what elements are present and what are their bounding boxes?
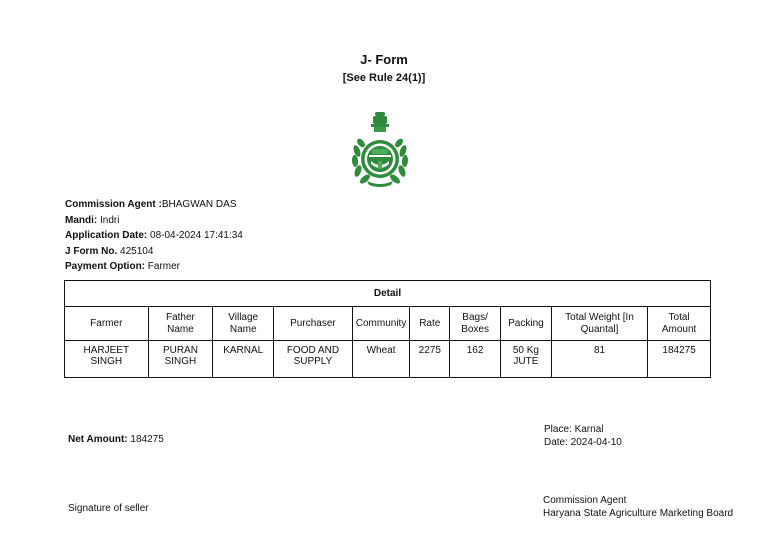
jform-no-label: J Form No. — [65, 245, 118, 257]
application-date-row — [65, 228, 243, 244]
payment-option-value: Farmer — [145, 261, 181, 273]
table-caption: Detail — [65, 281, 711, 307]
table-cell — [551, 341, 647, 378]
table-cell — [648, 341, 711, 378]
form-info-block — [65, 197, 243, 275]
table-cell-text: KARNAL — [223, 345, 264, 356]
detail-table — [64, 280, 711, 378]
haryana-state-emblem-icon — [349, 109, 411, 187]
table-header-text: Bags/ — [462, 311, 488, 323]
table-cell-text: SUPPLY — [293, 356, 333, 367]
commission-agent-value: BHAGWAN DAS — [161, 199, 237, 210]
table-header-text: Father Name — [165, 311, 195, 335]
table-cell-text: HARJEET — [83, 345, 130, 356]
application-date-value: 08-04-2024 17:41:34 — [147, 230, 243, 242]
table-cell — [274, 341, 353, 378]
table-header-row — [65, 307, 711, 341]
table-cell-text: 81 — [593, 345, 606, 356]
agent-title: Commission Agent — [543, 495, 627, 506]
table-header-text: Boxes — [461, 323, 489, 335]
date-line: Date: 2024-04-10 — [544, 437, 622, 448]
table-header-cell — [213, 307, 274, 341]
mandi-label: Mandi: — [65, 214, 98, 226]
payment-option-row — [65, 259, 243, 275]
application-date-label: Application Date: — [65, 230, 148, 242]
table-cell — [148, 341, 213, 378]
table-header-text: Village — [228, 311, 259, 323]
table-cell — [500, 341, 551, 378]
table-header-text: Total — [668, 311, 690, 323]
table-header-cell — [500, 307, 551, 341]
table-cell-text: 162 — [466, 345, 484, 356]
table-cell-text: SINGH — [90, 356, 123, 367]
table-header-text: Quantal] — [580, 323, 619, 335]
table-cell-text: 50 Kg — [512, 345, 539, 356]
table-header-cell — [551, 307, 647, 341]
table-header-cell — [450, 307, 501, 341]
mandi-row — [65, 213, 243, 229]
table-header-text: Purchaser — [290, 317, 336, 329]
net-amount — [68, 434, 164, 445]
commission-agent-label: Commission Agent : — [65, 199, 162, 210]
table-header-text: Farmer — [90, 317, 123, 329]
place-date-block — [544, 423, 622, 449]
table-header-cell — [410, 307, 450, 341]
table-header-cell — [352, 307, 410, 341]
table-header-cell — [648, 307, 711, 341]
table-header-text: Total Weight [In — [565, 311, 634, 323]
table-cell-text: PURAN — [162, 345, 198, 356]
agent-board: Haryana State Agriculture Marketing Board — [543, 508, 734, 519]
table-cell-text: Wheat — [366, 345, 396, 356]
table-cell-text: JUTE — [513, 356, 539, 367]
table-cell-text: 184275 — [662, 345, 696, 356]
form-subtitle: [See Rule 24(1)] — [342, 72, 426, 84]
mandi-value: Indri — [97, 214, 120, 226]
table-cell — [352, 341, 410, 378]
table-cell-text: FOOD AND — [286, 345, 340, 356]
form-title: J- Form — [360, 52, 408, 67]
table-header-cell — [65, 307, 149, 341]
table-cell-text: 2275 — [418, 345, 441, 356]
place-line: Place: Karnal — [544, 424, 604, 435]
table-cell-text: SINGH — [164, 356, 197, 367]
table-body — [65, 341, 711, 378]
table-cell — [213, 341, 274, 378]
table-header-text: Name — [229, 323, 257, 335]
table-header-cell — [148, 307, 213, 341]
table-row — [65, 341, 711, 378]
net-amount-value: 184275 — [127, 434, 164, 445]
jform-no-row — [65, 244, 243, 260]
table-header-text: Packing — [508, 317, 544, 329]
table-header-text: Rate — [419, 317, 441, 329]
seller-signature-label: Signature of seller — [68, 503, 149, 514]
jform-no-value: 425104 — [117, 245, 154, 257]
table-header-text: Community — [355, 317, 407, 329]
commission-agent-block — [543, 494, 733, 520]
table-cell — [65, 341, 149, 378]
net-amount-label: Net Amount: — [68, 434, 128, 445]
table-header-text: Amount — [661, 323, 697, 335]
payment-option-label: Payment Option: — [65, 261, 146, 273]
table-cell — [410, 341, 450, 378]
commission-agent-row — [65, 197, 243, 213]
table-cell — [450, 341, 501, 378]
table-header-cell — [274, 307, 353, 341]
